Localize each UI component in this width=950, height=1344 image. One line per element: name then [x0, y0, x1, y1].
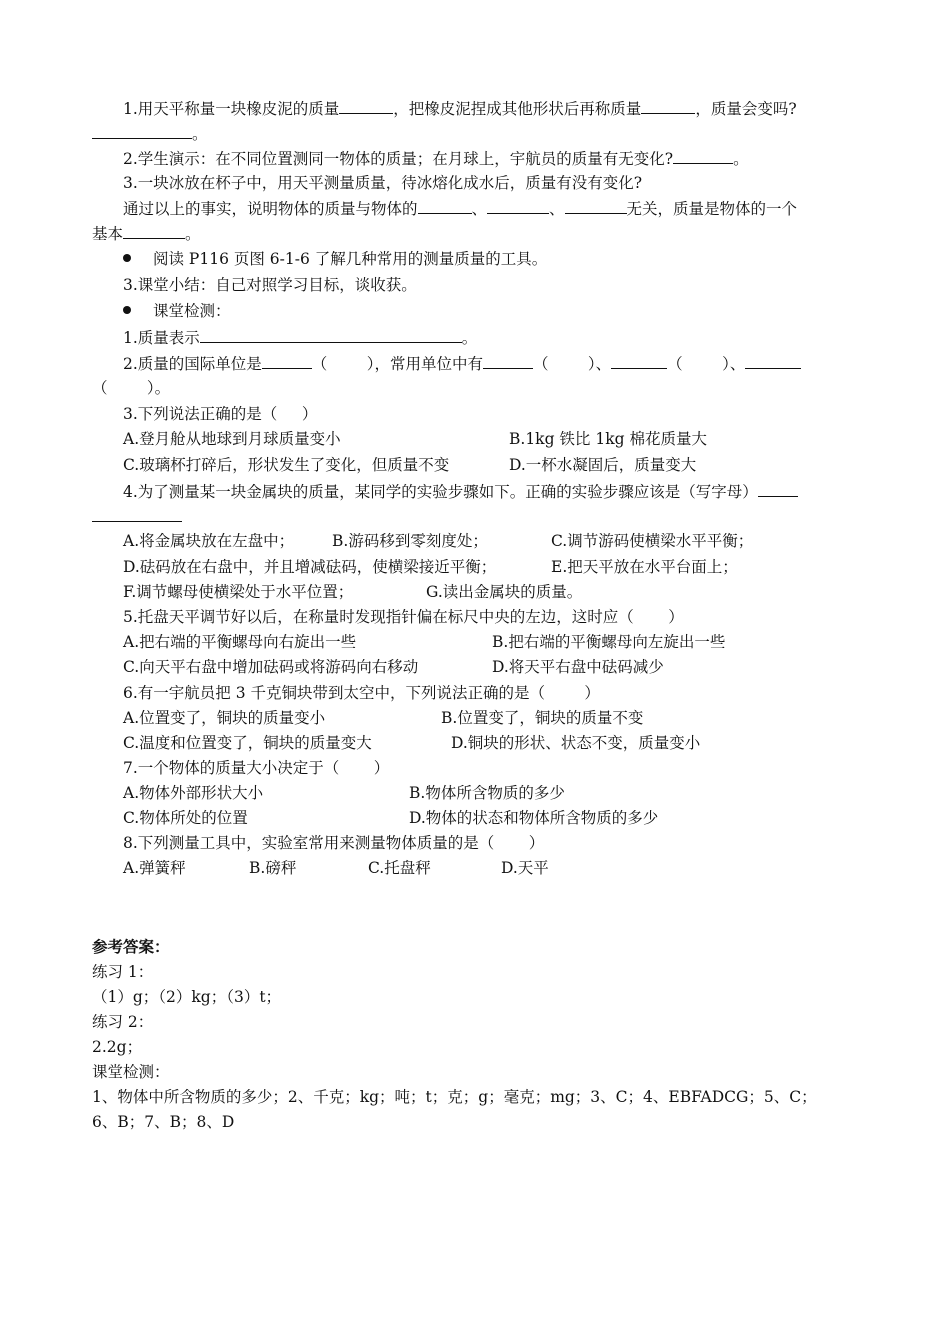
- c5-option-d[interactable]: D.将天平右盘中砝码减少: [492, 658, 664, 676]
- answers-exercise-2-answer: 2.2g；: [92, 1038, 143, 1056]
- check-2-line-2: （ ）。: [92, 379, 171, 397]
- c3-option-a[interactable]: A.登月舱从地球到月球质量变小: [123, 430, 341, 448]
- check-5-question: 5.托盘天平调节好以后，在称量时发现指针偏在标尺中央的左边，这时应（ ）: [123, 608, 684, 626]
- answers-exercise-1: 练习 1：: [92, 963, 154, 981]
- check-7-question: 7.一个物体的质量大小决定于（ ）: [123, 759, 390, 777]
- c2-sep-2: 、: [729, 355, 746, 373]
- c7-option-c[interactable]: C.物体所处的位置: [123, 809, 248, 827]
- c2-paren-2: （ ）: [532, 355, 596, 373]
- conclusion-blank-3[interactable]: [565, 198, 627, 214]
- c4-step-b: B.游码移到零刻度处；: [332, 532, 488, 550]
- c1-blank[interactable]: [200, 327, 462, 343]
- conclusion-text-c: 基本: [92, 225, 124, 243]
- check-8-question: 8.下列测量工具中，实验室常用来测量物体质量的是（ ）: [123, 834, 545, 852]
- c4-step-g: G.读出金属块的质量。: [426, 583, 583, 601]
- answers-check-line-2: 6、B；7、B；8、D: [92, 1113, 235, 1131]
- c6-option-d[interactable]: D.铜块的形状、状态不变，质量变小: [451, 734, 701, 752]
- check-4-question: [123, 481, 798, 502]
- q2-end: 。: [733, 150, 749, 168]
- c6-option-c[interactable]: C.温度和位置变了，铜块的质量变大: [123, 734, 372, 752]
- check-3-question: 3.下列说法正确的是（ ）: [123, 405, 318, 423]
- q1-text-a: 1.用天平称量一块橡皮泥的质量: [123, 100, 340, 118]
- c7-option-a[interactable]: A.物体外部形状大小: [123, 784, 264, 802]
- c2-blank-1[interactable]: [262, 353, 312, 369]
- c3-option-c[interactable]: C.玻璃杯打碎后，形状发生了变化，但质量不变: [123, 456, 450, 474]
- c1-text: 1.质量表示: [123, 329, 200, 347]
- c4-blank-2[interactable]: [92, 506, 182, 522]
- c8-option-d[interactable]: D.天平: [501, 859, 549, 877]
- conclusion-text-a: 通过以上的事实，说明物体的质量与物体的: [123, 200, 418, 218]
- check-6-question: 6.有一宇航员把 3 千克铜块带到太空中，下列说法正确的是（ ）: [123, 684, 600, 702]
- q2-blank[interactable]: [673, 148, 733, 164]
- q1-blank-2[interactable]: [641, 98, 695, 114]
- c4-step-d: D.砝码放在右盘中，并且增减砝码，使横梁接近平衡；: [123, 558, 497, 576]
- bullet-icon: [123, 254, 131, 262]
- c8-option-a[interactable]: A.弹簧秤: [123, 859, 186, 877]
- conclusion-line-2: [92, 223, 201, 244]
- c4-text: 4.为了测量某一块金属块的质量，某同学的实验步骤如下。正确的实验步骤应该是（写字母）: [123, 483, 758, 501]
- c4-step-e: E.把天平放在水平台面上；: [551, 558, 738, 576]
- question-1-line-2: [92, 123, 208, 144]
- c2-blank-2[interactable]: [483, 353, 533, 369]
- bullet-icon: [123, 306, 131, 314]
- conclusion-sep-2: 、: [549, 200, 565, 218]
- check-heading: [123, 301, 231, 321]
- c2-text-a: 2.质量的国际单位是: [123, 355, 262, 373]
- c4-step-c: C.调节游码使横梁水平平衡；: [551, 532, 754, 550]
- c2-blank-3[interactable]: [611, 353, 667, 369]
- q1-blank-1[interactable]: [339, 98, 393, 114]
- q2-text: 2.学生演示：在不同位置测同一物体的质量；在月球上，宇航员的质量有无变化?: [123, 150, 674, 168]
- c5-option-c[interactable]: C.向天平右盘中增加砝码或将游码向右移动: [123, 658, 419, 676]
- answers-title: 参考答案：: [92, 937, 170, 956]
- c5-option-b[interactable]: B.把右端的平衡螺母向左旋出一些: [492, 633, 726, 651]
- c5-option-a[interactable]: A.把右端的平衡螺母向右旋出一些: [123, 633, 357, 651]
- c1-end: 。: [461, 329, 478, 347]
- question-2: [123, 148, 749, 169]
- answers-check: 课堂检测：: [92, 1063, 170, 1081]
- reading-text: 阅读 P116 页图 6-1-6 了解几种常用的测量质量的工具。: [153, 250, 548, 268]
- q1-text-b: ，把橡皮泥捏成其他形状后再称质量: [393, 100, 642, 118]
- conclusion-blank-4[interactable]: [123, 223, 185, 239]
- answers-check-line-1: 1、物体中所含物质的多少；2、千克；kg；吨；t；克；g；毫克；mg；3、C；4、EBFADCG；5、C；: [92, 1088, 817, 1106]
- c6-option-b[interactable]: B.位置变了，铜块的质量不变: [441, 709, 644, 727]
- c4-step-f: F.调节螺母使横梁处于水平位置；: [123, 583, 354, 601]
- class-summary: 3.课堂小结：自己对照学习目标，谈收获。: [123, 276, 417, 294]
- conclusion-blank-2[interactable]: [487, 198, 549, 214]
- c6-option-a[interactable]: A.位置变了，铜块的质量变小: [123, 709, 326, 727]
- c3-option-b[interactable]: B.1kg 铁比 1kg 棉花质量大: [509, 430, 707, 448]
- c2-paren-3: （ ）: [667, 355, 730, 373]
- question-3: 3.一块冰放在杯子中，用天平测量质量，待冰熔化成水后，质量有没有变化?: [123, 174, 643, 192]
- check-2: [123, 353, 801, 374]
- c3-option-d[interactable]: D.一杯水凝固后，质量变大: [509, 456, 697, 474]
- c2-text-b: ，常用单位中有: [374, 355, 483, 373]
- c8-option-c[interactable]: C.托盘秤: [368, 859, 431, 877]
- check-4-line-2: [92, 506, 182, 527]
- c4-step-a: A.将金属块放在左盘中；: [123, 532, 295, 550]
- c4-blank-1[interactable]: [758, 481, 798, 497]
- c7-option-b[interactable]: B.物体所含物质的多少: [409, 784, 565, 802]
- conclusion: [123, 198, 797, 219]
- answers-exercise-1-answer: （1）g；（2）kg；（3）t；: [92, 988, 282, 1006]
- conclusion-text-b: 无关，质量是物体的一个: [626, 200, 798, 218]
- check-1: [123, 327, 477, 348]
- check-title: 课堂检测：: [153, 302, 231, 320]
- conclusion-text-d: 。: [185, 225, 201, 243]
- c2-blank-4[interactable]: [745, 353, 801, 369]
- reading-note: [123, 249, 547, 269]
- c7-option-d[interactable]: D.物体的状态和物体所含物质的多少: [409, 809, 659, 827]
- c2-sep-1: 、: [595, 355, 612, 373]
- answers-exercise-2: 练习 2：: [92, 1013, 154, 1031]
- q1-text-c: ，质量会变吗?: [695, 100, 797, 118]
- conclusion-blank-1[interactable]: [418, 198, 472, 214]
- c8-option-b[interactable]: B.磅秤: [249, 859, 297, 877]
- q1-blank-3[interactable]: [92, 123, 192, 139]
- q1-text-d: 。: [192, 125, 208, 143]
- c2-paren-1: （ ）: [311, 355, 375, 373]
- question-1: [123, 98, 797, 119]
- conclusion-sep-1: 、: [471, 200, 488, 218]
